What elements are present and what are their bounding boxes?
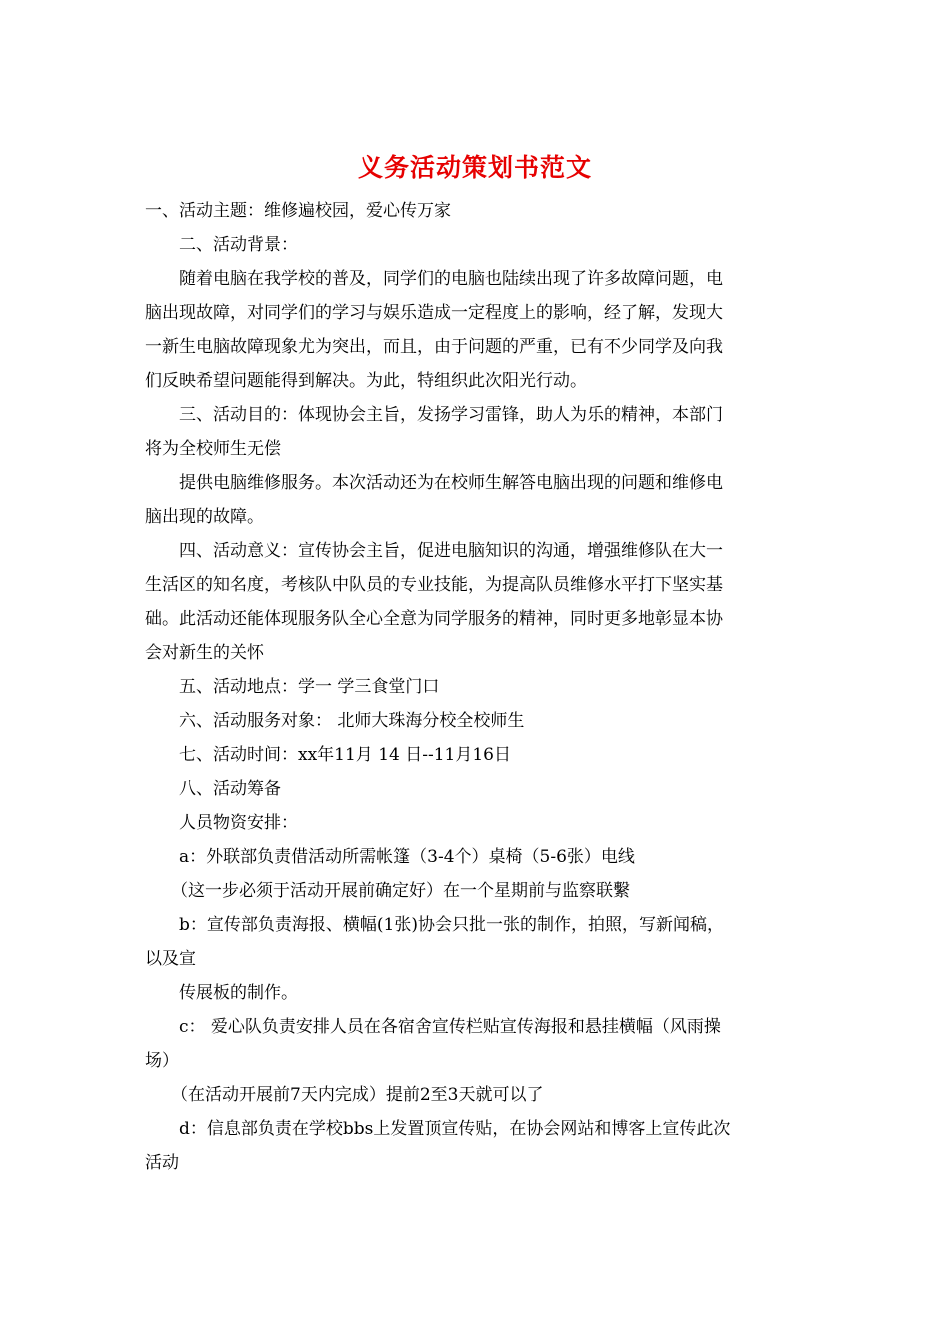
text-line: （在活动开展前7天内完成）提前2至3天就可以了 [171,1085,544,1105]
text-line: 三、活动目的：体现协会主旨，发扬学习雷锋，助人为乐的精神，本部门 [179,405,723,425]
text-line: 一、活动主题：维修遍校园，爱心传万家 [145,201,451,221]
text-line: 提供电脑维修服务。本次活动还为在校师生解答电脑出现的问题和维修电 [179,473,723,493]
text-line: b：宣传部负责海报、横幅(1张)协会只批一张的制作，拍照，写新闻稿， [179,915,724,935]
text-line: 八、活动筹备 [179,779,281,799]
text-line: 础。此活动还能体现服务队全心全意为同学服务的精神，同时更多地彰显本协 [145,609,723,629]
text-line: 人员物资安排： [179,813,298,833]
text-line: 会对新生的关怀 [145,643,264,663]
text-line: 四、活动意义：宣传协会主旨，促进电脑知识的沟通，增强维修队在大一 [179,541,723,561]
text-line: 六、活动服务对象： 北师大珠海分校全校师生 [179,711,525,731]
text-line: 脑出现的故障。 [145,507,264,527]
text-line: 生活区的知名度，考核队中队员的专业技能，为提高队员维修水平打下坚实基 [145,575,723,595]
text-line: c： 爱心队负责安排人员在各宿舍宣传栏贴宣传海报和悬挂横幅（风雨操 [179,1017,721,1037]
text-line: d：信息部负责在学校bbs上发置顶宣传贴，在协会网站和博客上宣传此次 [179,1119,731,1139]
document-body [145,194,805,1180]
text-line: 五、活动地点：学一 学三食堂门口 [179,677,440,697]
text-line: a：外联部负责借活动所需帐篷（3-4个）桌椅（5-6张）电线 [179,847,635,867]
text-line: 们反映希望问题能得到解决。为此，特组织此次阳光行动。 [145,371,587,391]
text-line: 一新生电脑故障现象尤为突出，而且，由于问题的严重，已有不少同学及向我 [145,337,723,357]
text-line: 以及宣 [145,949,196,969]
text-line: 活动 [145,1153,179,1173]
text-line: （这一步必须于活动开展前确定好）在一个星期前与监察联繫 [171,881,630,901]
text-line: 二、活动背景： [179,235,298,255]
text-line: 场） [145,1051,179,1071]
text-line: 脑出现故障，对同学们的学习与娱乐造成一定程度上的影响，经了解，发现大 [145,303,723,323]
text-line: 将为全校师生无偿 [145,439,281,459]
text-line: 七、活动时间：xx年11月 14 日--11月16日 [179,745,511,765]
document-title: 义务活动策划书范文 [357,153,592,182]
text-line: 随着电脑在我学校的普及，同学们的电脑也陆续出现了许多故障问题，电 [179,269,723,289]
text-line: 传展板的制作。 [179,983,298,1003]
